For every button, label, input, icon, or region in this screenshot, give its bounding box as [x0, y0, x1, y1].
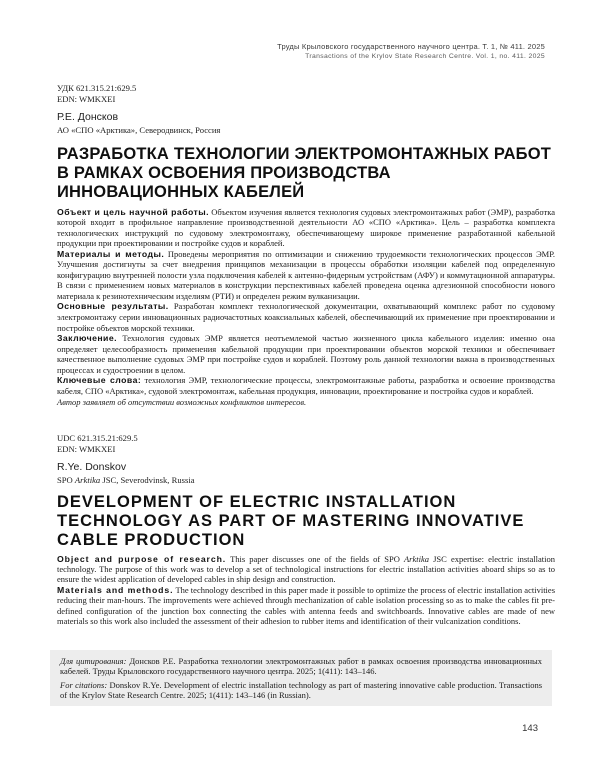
edn-code-en: EDN: WMKXEI	[57, 443, 116, 454]
page-number: 143	[522, 723, 538, 734]
section-text-object-purpose-ru: Объектом изучения является технология судовых электромонтажных работ (ЭМР), разработка которой входит в профильное направление производственной деятельности АО «СПО «Арктика». Цель – разработка комплекта технологических инструкций по судовому электромонтажу, обеспечивающему широкое применение разработанной кабельной продукции при проектировании и постройке судов и кораблей.	[57, 206, 556, 249]
citation-text-ru: Донсков Р.Е. Разработка технологии электромонтажных работ в рамках освоения производства инновационных кабелей. Труды Крыловского государственного научного центра. 2025; 1(411): 143–146.	[60, 656, 542, 677]
citation-russian	[60, 656, 542, 677]
section-text-object-purpose-en-b: JSC expertise: electric installation technology. The purpose of this work was to develop a set of technological instructions for electric installation activities aboard ships so as to ensure the widest application of developed cables in ship design and construction.	[57, 553, 555, 585]
affiliation-suffix-en: JSC, Severodvinsk, Russia	[100, 475, 195, 485]
section-label-materials-methods-ru: Материалы и методы.	[57, 248, 165, 259]
abstract-keywords-ru	[57, 375, 555, 396]
edn-code-ru: EDN: WMKXEI	[57, 93, 116, 104]
abstract-object-purpose-ru	[57, 207, 555, 249]
section-label-keywords-ru: Ключевые слова:	[57, 375, 142, 386]
section-text-object-purpose-en-a: This paper discusses one of the fields of SPO	[230, 553, 404, 564]
conflict-of-interest-note: Автор заявляет об отсутствии возможных конфликтов интересов.	[57, 397, 307, 408]
russian-section	[57, 83, 555, 408]
section-text-materials-methods-ru: Проведены мероприятия по оптимизации и снижению трудоемкости технологических процессов ЭМР. Улучшения достигнуты за счет внедрения принципов механизации в процессы обработки изоляции кабелей под определенную конфигурацию внутренней полости узла подключения кабелей к антенно-фидерным устройствам (АФУ) и коммутационной аппаратуры. В связи с применением новых материалов в конструкции перспективных кабелей проведена оценка адгезионной способности нового материала к резинотехническим изделиям (РТИ) и определен режим вулканизации.	[57, 248, 556, 301]
citation-english	[60, 680, 542, 701]
section-label-object-purpose-en: Object and purpose of research.	[57, 553, 227, 564]
abstract-conclusion-ru	[57, 333, 555, 375]
author-name-ru: Р.Е. Донсков	[57, 111, 119, 123]
section-text-materials-methods-en-a: The technology described in this paper made it possible to optimize the process of electric installation activities reducing their man-hours. The improvements were achieved through mechanization of cable isolation processing so as to make the cables fit pre-defined configuration of the junction box connecting the cables with antenna feeds and switchboards. Innovative cables are made of new materials so this work also included the assessment of their adhesion to rubber items and identification of their vulcanization conditions.	[57, 584, 555, 627]
citation-label-en: For citations:	[60, 679, 108, 690]
section-label-conclusion-ru: Заключение.	[57, 333, 117, 344]
author-name-en: R.Ye. Donskov	[57, 461, 127, 473]
affiliation-org-italic-en: Arktika	[74, 475, 101, 485]
citation-text-en: Donskov R.Ye. Development of electric installation technology as part of mastering innovative cable production. Transactions of the Krylov State Research Centre. 2025; 1(411): 143–146 (in Russian).	[60, 679, 543, 700]
udc-code-ru: УДК 621.315.21:629.5	[57, 83, 137, 93]
english-section	[57, 433, 555, 627]
abstract-materials-methods-ru	[57, 249, 555, 302]
citation-label-ru: Для цитирования:	[60, 656, 127, 666]
article-title-ru: РАЗРАБОТКА ТЕХНОЛОГИИ ЭЛЕКТРОМОНТАЖНЫХ РАБОТ В РАМКАХ ОСВОЕНИЯ ПРОИЗВОДСТВА ИННОВАЦИОННЫХ КАБЕЛЕЙ	[57, 144, 552, 201]
section-text-conclusion-ru: Технология судовых ЭМР является неотъемлемой частью жизненного цикла кабельного изделия: именно она определяет целесообразность применения кабельной продукции при проектировании объектов морской техники и обеспечивает качественное выполнение судовых ЭМР при постройке судов и кораблей. Поэтому роль данной технологии важна в производственных процессах и судостроении в целом.	[57, 333, 555, 375]
affiliation-prefix-en: SPO	[57, 475, 75, 485]
author-affiliation-ru: АО «СПО «Арктика», Северодвинск, Россия	[57, 125, 221, 135]
author-affiliation-en	[57, 475, 555, 486]
section-label-object-purpose-ru: Объект и цель научной работы.	[57, 206, 209, 217]
section-label-main-results-ru: Основные результаты.	[57, 301, 169, 312]
abstract-main-results-ru	[57, 301, 555, 333]
running-head	[277, 42, 545, 61]
journal-title-en: Transactions of the Krylov State Research Centre. Vol. 1, no. 411. 2025	[305, 52, 545, 60]
section-label-materials-methods-en: Materials and methods.	[57, 584, 174, 595]
citation-box	[50, 650, 552, 706]
section-text-keywords-ru: технология ЭМР, технологические процессы, электромонтажные работы, разработка и освоение производства кабеля, СПО «Арктика», судовой электромонтаж, кабельная продукция, инновации, проектирование и постройка судов и кораблей.	[57, 375, 555, 396]
section-text-main-results-ru: Разработан комплект технологической документации, охватывающий комплекс работ по судовому электромонтажу серии инновационных радиочастотных коаксиальных кабелей, обеспечивающий их применение при проектировании и постройке объектов морской техники.	[57, 301, 555, 333]
article-title-en: DEVELOPMENT OF ELECTRIC INSTALLATION TECHNOLOGY AS PART OF MASTERING INNOVATIVE CABLE PRODUCTION	[57, 492, 525, 549]
abstract-object-purpose-en	[57, 554, 555, 585]
udc-code-en: UDC 621.315.21:629.5	[57, 433, 138, 443]
section-text-object-purpose-en-italic: Arktika	[403, 553, 430, 564]
journal-title-ru: Труды Крыловского государственного научного центра. Т. 1, № 411. 2025	[277, 42, 545, 51]
abstract-materials-methods-en	[57, 585, 555, 627]
